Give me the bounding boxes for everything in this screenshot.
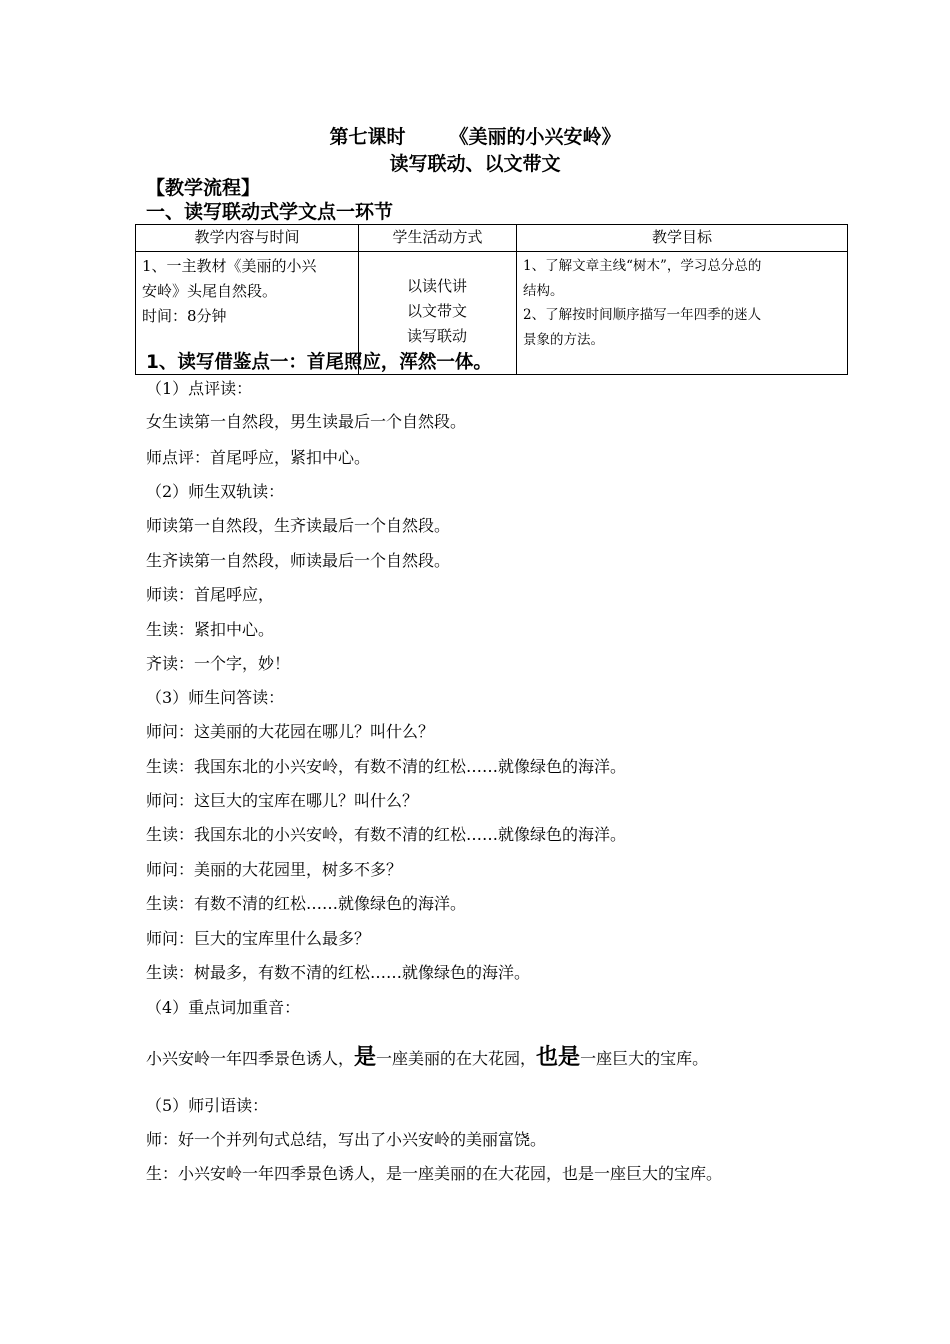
- emphasis-text: 小兴安岭一年四季景色诱人，: [146, 1049, 355, 1068]
- lesson-number: 第七课时: [329, 126, 406, 148]
- paragraph-line: 生读：紧扣中心。: [146, 620, 275, 639]
- table-header-row: [136, 225, 848, 252]
- paragraph-line: 师问：这巨大的宝库在哪儿？叫什么？: [146, 791, 419, 810]
- emphasis-text: 一座巨大的宝库。: [580, 1049, 709, 1068]
- paragraph-line: 师问：巨大的宝库里什么最多？: [146, 929, 371, 948]
- emphasis-text: 一座美丽的在大花园，: [376, 1049, 537, 1068]
- paragraph-line: （2）师生双轨读：: [146, 482, 285, 501]
- paragraph-line: 生读：有数不清的红松……就像绿色的海洋。: [146, 894, 467, 913]
- lesson-title: [0, 124, 950, 150]
- stressed-word: 是: [354, 1045, 377, 1070]
- goal-cell: [517, 252, 848, 375]
- flow-heading: 【教学流程】: [146, 177, 261, 199]
- paragraph-line: 生：小兴安岭一年四季景色诱人，是一座美丽的在大花园，也是一座巨大的宝库。: [146, 1164, 723, 1183]
- paragraph-line: 师问：美丽的大花园里，树多不多？: [146, 860, 403, 879]
- paragraph-line: 师读第一自然段，生齐读最后一个自然段。: [146, 516, 451, 535]
- paragraph-line: 生读：我国东北的小兴安岭，有数不清的红松……就像绿色的海洋。: [146, 825, 627, 844]
- paragraph-line: 师点评：首尾呼应，紧扣中心。: [146, 448, 371, 467]
- paragraph-line: 齐读：一个字，妙！: [146, 654, 291, 673]
- cell-line: 时间：8分钟: [142, 307, 227, 325]
- paragraph-line: （3）师生问答读：: [146, 688, 285, 707]
- paragraph-line: 师读：首尾呼应，: [146, 585, 275, 604]
- paragraph-line: 生齐读第一自然段，师读最后一个自然段。: [146, 551, 451, 570]
- paragraph-line: 师：好一个并列句式总结，写出了小兴安岭的美丽富饶。: [146, 1130, 547, 1149]
- section1-heading: 一、读写联动式学文点一环节: [146, 201, 394, 223]
- paragraph-line: 师问：这美丽的大花园在哪儿？叫什么？: [146, 722, 435, 741]
- cell-line: 1、一主教材《美丽的小兴: [142, 257, 317, 275]
- stressed-word: 也是: [536, 1045, 581, 1070]
- cell-line: 安岭》头尾自然段。: [142, 282, 278, 300]
- cell-line: 景象的方法。: [523, 331, 604, 348]
- emphasis-sentence: [146, 1043, 708, 1074]
- paragraph-line: （5）师引语读：: [146, 1096, 269, 1115]
- cell-line: 1、了解文章主线“树木”，学习总分总的: [523, 258, 762, 274]
- paragraph-line: 生读：我国东北的小兴安岭，有数不清的红松……就像绿色的海洋。: [146, 757, 627, 776]
- cell-line: 2、了解按时间顺序描写一年四季的迷人: [523, 307, 762, 323]
- cell-line: 读写联动: [407, 327, 468, 345]
- lesson-subtitle: 读写联动、以文带文: [389, 153, 561, 175]
- cell-line: 结构。: [523, 282, 564, 299]
- paragraph-line: 女生读第一自然段，男生读最后一个自然段。: [146, 412, 467, 431]
- table-header: 学生活动方式: [359, 225, 517, 252]
- paragraph-line: （4）重点词加重音：: [146, 998, 301, 1017]
- cell-line: 以文带文: [407, 302, 468, 320]
- cell-line: 以读代讲: [407, 277, 468, 295]
- read-point1-heading: 1、读写借鉴点一：首尾照应，浑然一体。: [146, 352, 492, 373]
- table-header: 教学内容与时间: [136, 225, 359, 252]
- paragraph-line: （1）点评读：: [146, 379, 253, 398]
- table-header: 教学目标: [517, 225, 848, 252]
- text-title: 《美丽的小兴安岭》: [449, 126, 621, 148]
- paragraph-line: 生读：树最多，有数不清的红松……就像绿色的海洋。: [146, 963, 531, 982]
